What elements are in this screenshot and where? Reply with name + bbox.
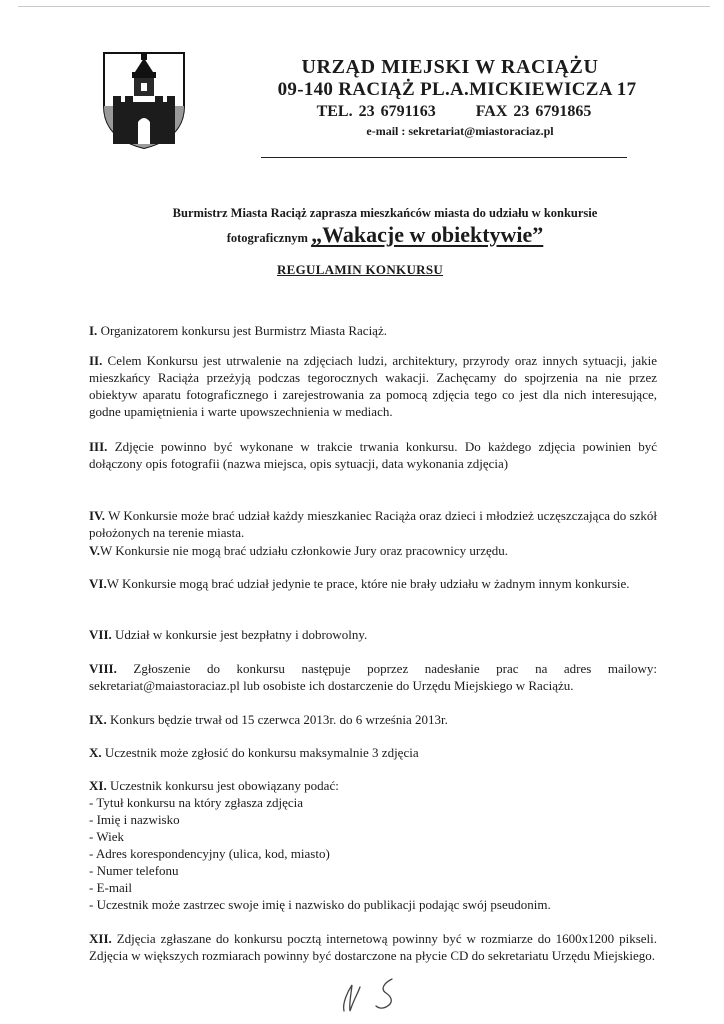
- town-coat-of-arms-icon: [101, 50, 187, 150]
- phone-fax-line: [248, 102, 660, 122]
- paragraph-text: Udział w konkursie jest bezpłatny i dobrowolny.: [115, 627, 368, 642]
- paragraph-12: [89, 930, 657, 964]
- paragraph-text: Celem Konkursu jest utrwalenie na zdjęciach ludzi, architektury, przyrody oraz innych sytuacji, jakie mieszkańcy Raciąża przeżyją podczas tegorocznych wakacji. Zachęcamy do spojrzenia na nie przez obiektyw aparatu fotograficznego i zarejestrowania za pomocą zdjęcia tego co jest dla nich interesujące, godne upamiętnienia i warte upowszechnienia w mediach.: [89, 353, 658, 419]
- paragraph-text: Zgłoszenie do konkursu następuje poprzez nadesłanie prac na adres mailowy: sekretariat@maiastoraciaz.pl lub osobiste ich dostarczenie do Urzędu Miejskiego w Raciążu.: [89, 661, 657, 693]
- paragraph-number: I.: [89, 323, 98, 338]
- list-item: - E-mail: [89, 880, 132, 895]
- paragraph-text: Zdjęcie powinno być wykonane w trakcie trwania konkursu. Do każdego zdjęcia powinien być dołączony opis fotografii (nazwa miejsca, opis sytuacji, data wykonania zdjęcia): [89, 439, 658, 471]
- regulations-title: REGULAMIN KONKURSU: [276, 262, 444, 277]
- paragraph-number: X.: [89, 745, 102, 760]
- scan-edge-line: [18, 6, 710, 7]
- invitation-prefix: fotograficznym: [226, 231, 308, 245]
- paragraph-text: Organizatorem konkursu jest Burmistrz Miasta Raciąż.: [100, 323, 387, 338]
- paragraph-1: [89, 322, 387, 339]
- paragraph-5: [89, 542, 508, 559]
- paragraph-text: W Konkursie może brać udział każdy mieszkaniec Raciąża oraz dzieci i młodzież uczęszczająca do szkół położonych na terenie miasta.: [89, 508, 658, 540]
- paragraph-number: XI.: [89, 778, 107, 793]
- paragraph-9: [89, 711, 448, 728]
- paragraph-number: IV.: [89, 508, 106, 523]
- list-item: - Adres korespondencyjny (ulica, kod, miasto): [89, 846, 330, 861]
- paragraph-8: [89, 660, 657, 694]
- paragraph-11: [89, 777, 551, 913]
- institution-header: [240, 56, 660, 140]
- paragraph-text: W Konkursie mogą brać udział jedynie te prace, które nie brały udziału w żadnym innym konkursie.: [106, 576, 630, 591]
- list-item: - Tytuł konkursu na który zgłasza zdjęcia: [89, 795, 304, 810]
- paragraph-number: III.: [89, 439, 108, 454]
- paragraph-number: VII.: [89, 627, 112, 642]
- paragraph-intro: [89, 777, 551, 794]
- required-data-list: [89, 794, 551, 913]
- list-item: - Imię i nazwisko: [89, 812, 180, 827]
- invitation-line-2: [100, 222, 670, 251]
- handwritten-initials: [336, 973, 410, 1017]
- list-item: - Numer telefonu: [89, 863, 179, 878]
- office-address: 09-140 RACIĄŻ PL.A.MICKIEWICZA 17: [277, 79, 637, 100]
- office-name: URZĄD MIEJSKI W RACIĄŻU: [301, 56, 599, 78]
- paragraph-number: XII.: [89, 931, 112, 946]
- paragraph-text: Uczestnik konkursu jest obowiązany podać:: [109, 778, 339, 793]
- phone-number: TEL. 23 6791163: [316, 103, 436, 120]
- paragraph-10: [89, 744, 419, 761]
- paragraph-6: [89, 575, 630, 592]
- list-item: - Wiek: [89, 829, 124, 844]
- paragraph-number: VIII.: [89, 661, 117, 676]
- email-address: e-mail : sekretariat@miastoraciaz.pl: [366, 124, 554, 138]
- paragraph-number: IX.: [89, 712, 107, 727]
- paragraph-number: VI.: [89, 576, 107, 591]
- fax-number: FAX 23 6791865: [475, 103, 592, 120]
- paragraph-text: Zdjęcia zgłaszane do konkursu pocztą internetową powinny być w rozmiarze do 1600x1200 pikseli. Zdjęcia w większych rozmiarach powinny być dostarczone na płycie CD do sekretariatu Urzędu Miejskiego.: [89, 931, 658, 963]
- paragraph-text: Konkurs będzie trwał od 15 czerwca 2013r. do 6 września 2013r.: [109, 712, 448, 727]
- contest-invitation: [100, 204, 670, 251]
- paragraph-4: [89, 507, 657, 541]
- contest-name: „Wakacje w obiektywie”: [311, 222, 544, 247]
- list-item: - Uczestnik może zastrzec swoje imię i nazwisko do publikacji podając swój pseudonim.: [89, 897, 551, 912]
- invitation-line: Burmistrz Miasta Raciąż zaprasza mieszkańców miasta do udziału w konkursie: [172, 206, 598, 220]
- paragraph-text: W Konkursie nie mogą brać udziału członkowie Jury oraz pracownicy urzędu.: [99, 543, 508, 558]
- paragraph-2: [89, 352, 657, 420]
- header-divider: [261, 157, 627, 158]
- paragraph-number: II.: [89, 353, 103, 368]
- paragraph-number: V.: [89, 543, 100, 558]
- paragraph-7: [89, 626, 367, 643]
- paragraph-3: [89, 438, 657, 472]
- paragraph-text: Uczestnik może zgłosić do konkursu maksymalnie 3 zdjęcia: [104, 745, 419, 760]
